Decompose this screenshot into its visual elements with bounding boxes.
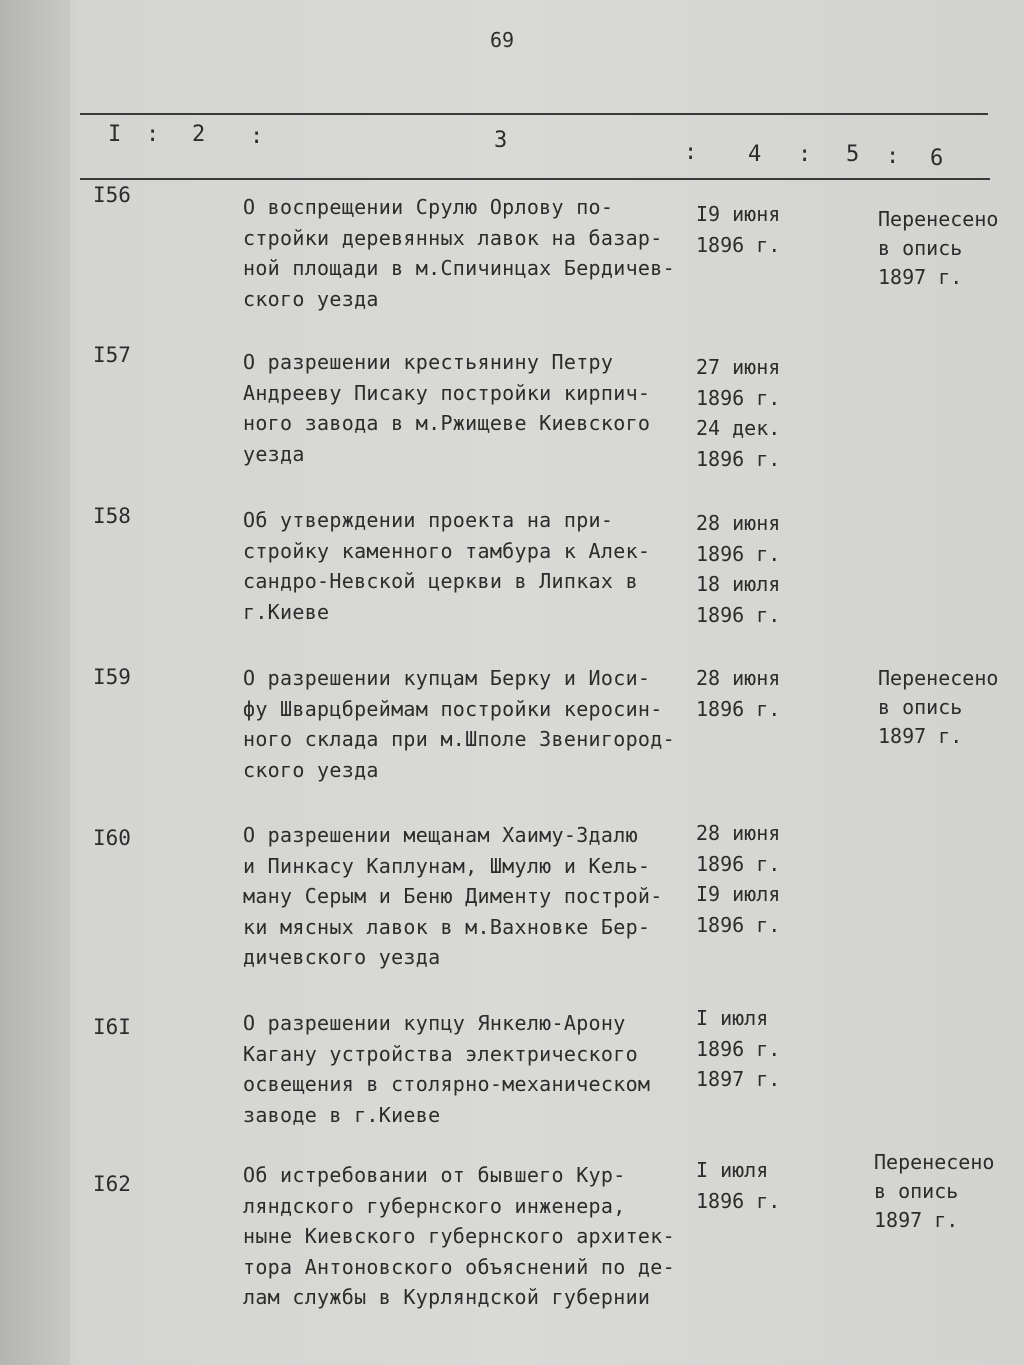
page-number: 69 [490, 28, 515, 52]
row-description: О разрешении купцу Янкелю-Арону Кагану устройства электрического освещения в столярно-механическом заводе в г.Киеве [243, 1011, 651, 1127]
header-separator: : [886, 144, 900, 169]
column-header-1: I [108, 122, 124, 147]
row-description: Об утверждении проекта на при- стройку каменного тамбура к Алек- сандро-Невской церкви в Липках в г.Киеве [243, 508, 651, 624]
column-header-2: 2 [192, 122, 208, 147]
row-number: I57 [93, 343, 131, 367]
page-spine-shadow [0, 0, 70, 1365]
row-note: Перенесено в опись 1897 г. [878, 666, 999, 748]
row-dates: I июля 1896 г. 1897 г. [696, 1006, 781, 1091]
row-dates: I9 июня 1896 г. [696, 202, 781, 257]
column-header-5: 5 [846, 142, 862, 167]
row-description: О разрешении купцам Берку и Иоси- фу Шварцбреймам постройки керосин- ного склада при м.Шполе Звенигород- ского уезда [243, 666, 675, 782]
row-note: Перенесено в опись 1897 г. [878, 207, 999, 289]
header-separator: : [798, 142, 812, 167]
column-header-6: 6 [930, 146, 946, 171]
header-separator: : [684, 140, 698, 165]
row-note: Перенесено в опись 1897 г. [874, 1150, 995, 1232]
row-number: I58 [93, 504, 131, 528]
row-dates: 28 июня 1896 г. I9 июля 1896 г. [696, 821, 781, 937]
row-number: I59 [93, 665, 131, 689]
row-dates: 28 июня 1896 г. 18 июля 1896 г. [696, 511, 781, 627]
row-dates: I июля 1896 г. [696, 1158, 781, 1213]
column-header-4: 4 [748, 142, 764, 167]
row-description: О разрешении крестьянину Петру Андрееву Писаку постройки кирпич- ного завода в м.Ржищеве Киевского уезда [243, 350, 651, 466]
header-separator: : [250, 124, 264, 149]
row-description: О воспрещении Срулю Орлову по- стройки деревянных лавок на базар- ной площади в м.Спичинцах Бердичев- ского уезда [243, 195, 675, 311]
row-number: I62 [93, 1172, 131, 1196]
row-dates: 27 июня 1896 г. 24 дек. 1896 г. [696, 355, 781, 471]
row-description: Об истребовании от бывшего Кур- ляндского губернского инженера, ныне Киевского губернского архитек- тора Антоновского объяснений по де- лам службы в Курляндской губернии [243, 1163, 675, 1309]
header-bottom-rule [80, 178, 990, 180]
row-number: I56 [93, 183, 131, 207]
header-top-rule [80, 113, 988, 115]
row-number: I60 [93, 826, 131, 850]
row-number: I6I [93, 1015, 131, 1039]
row-description: О разрешении мещанам Хаиму-Здалю и Пинкасу Каплунам, Шмулю и Кель- ману Серым и Беню Дименту построй- ки мясных лавок в м.Вахновке Бер- дичевского уезда [243, 823, 663, 969]
row-dates: 28 июня 1896 г. [696, 666, 781, 721]
header-separator: : [146, 122, 160, 147]
column-header-3: 3 [494, 128, 510, 153]
